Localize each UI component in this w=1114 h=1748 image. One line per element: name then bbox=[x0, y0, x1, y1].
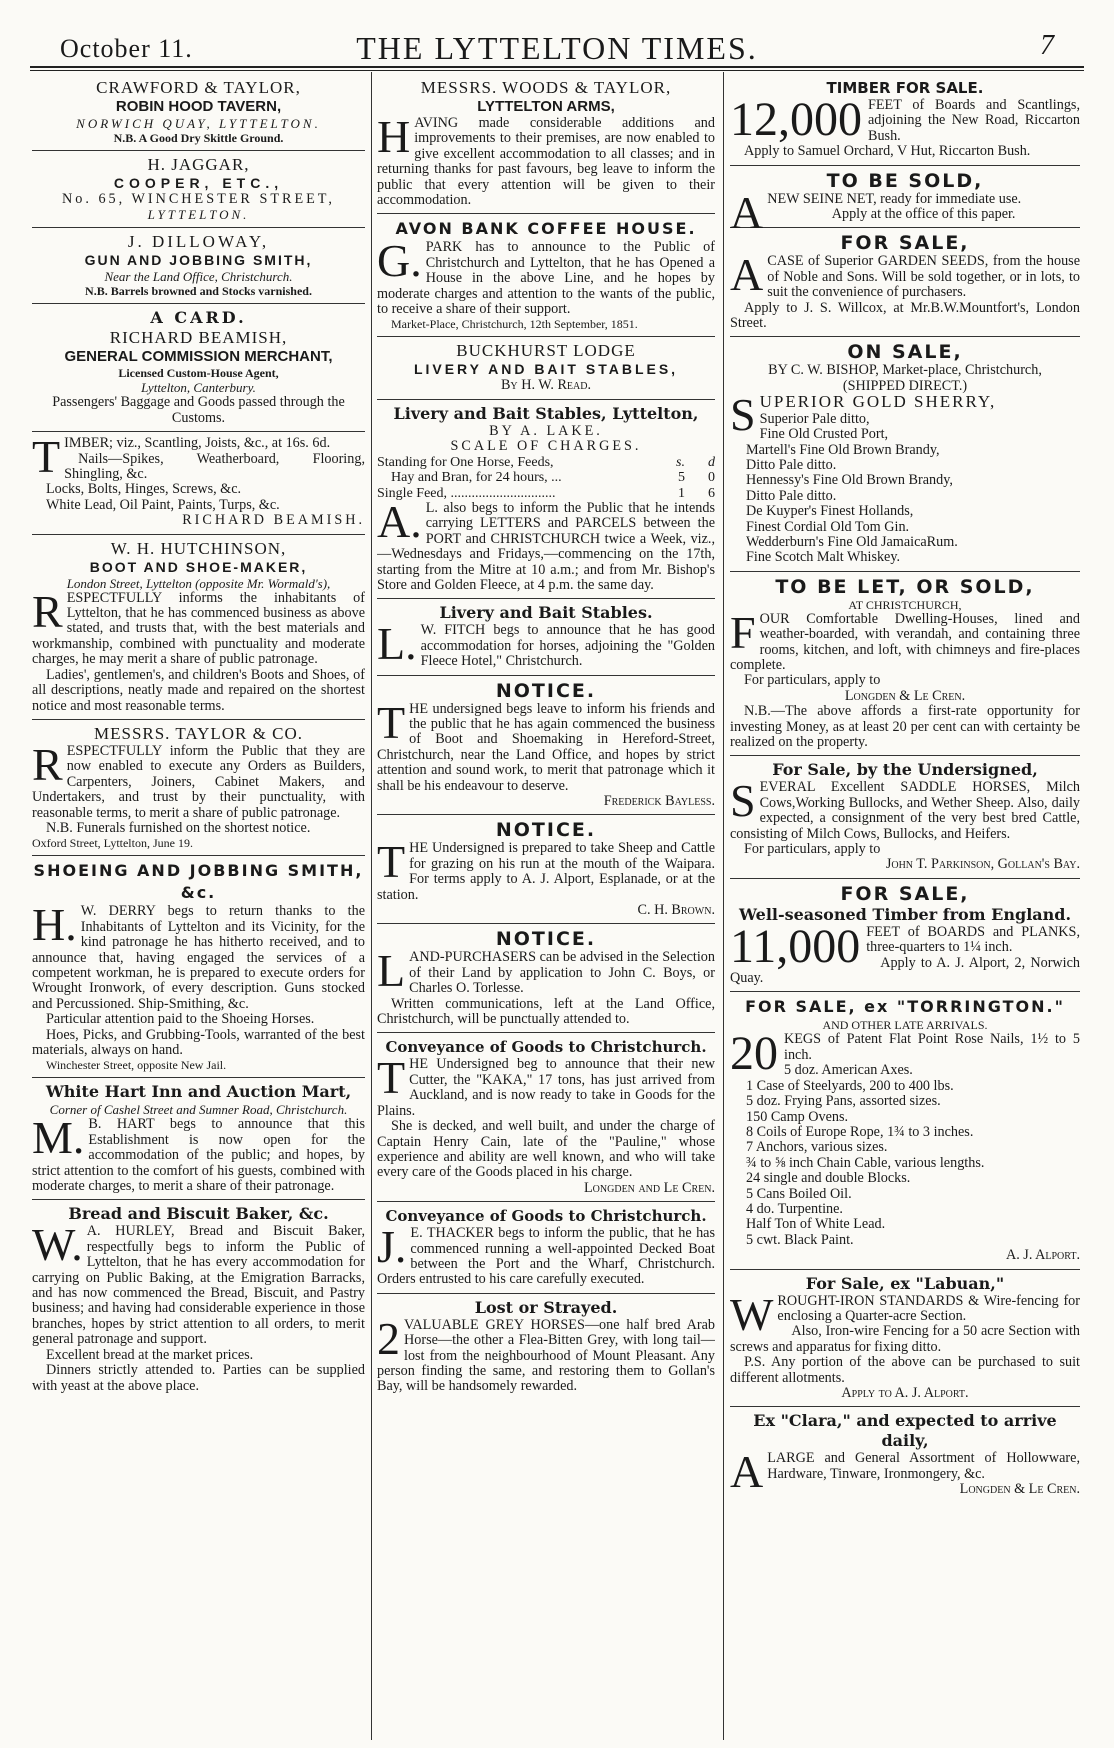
ad-title: NOTICE. bbox=[495, 928, 597, 951]
list-item: Ditto Pale ditto. bbox=[746, 456, 837, 473]
drop-cap: L. bbox=[377, 618, 417, 670]
ad-line: Locks, Bolts, Hinges, Screws, &c. bbox=[46, 481, 242, 498]
list-item: Superior Pale ditto, bbox=[759, 410, 870, 427]
ad-thacker bbox=[377, 1202, 715, 1294]
ad-body: AND-PURCHASERS can be advised in the Selection of their Land by application to John C. Boys, or Charles O. Torlesse. bbox=[409, 949, 715, 997]
ad-title: J. DILLOWAY, bbox=[127, 232, 270, 252]
ad-title: FOR SALE, bbox=[840, 232, 970, 255]
ad-subtitle: GUN AND JOBBING SMITH, bbox=[84, 252, 313, 269]
ad-hutchinson bbox=[32, 535, 365, 720]
column-divider bbox=[371, 72, 372, 1740]
ad-title: White Hart Inn and Auction Mart, bbox=[45, 1082, 352, 1102]
pence-cell: d bbox=[708, 454, 715, 470]
ad-date: Market-Place, Christchurch, 12th September, 1851. bbox=[391, 317, 638, 332]
ad-address: Winchester Street, opposite New Jail. bbox=[46, 1058, 227, 1073]
ad-title: Lost or Strayed. bbox=[474, 1297, 618, 1317]
shillings-cell: 5 bbox=[678, 470, 685, 486]
ad-title: Conveyance of Goods to Christchurch. bbox=[385, 1207, 707, 1226]
ad-body-2: Excellent bread at the market prices. bbox=[46, 1346, 254, 1363]
drop-cap: W. bbox=[32, 1219, 83, 1271]
list-item: 5 doz. American Axes. bbox=[784, 1062, 913, 1079]
ad-white-hart bbox=[32, 1078, 365, 1200]
ad-body: HE undersigned begs leave to inform his friends and the public that he has again commenced the business of Boot and Shoemaking in Hereford-Street, Christchurch, near the Land Office, and hopes by strict attention and sound work, to merit that patronage which it shall be his endeavour to deserve. bbox=[377, 700, 715, 794]
ad-body-2: Apply to A. J. Alport, 2, Norwich Quay. bbox=[730, 954, 1080, 987]
ad-body: E. THACKER begs to inform the public, that he has commenced running a well-appointed Decked Boat between the Port and the Wharf, Christchurch. Orders entrusted to his care carefully executed. bbox=[377, 1225, 715, 1288]
ad-address: No. 65, WINCHESTER STREET, bbox=[62, 191, 335, 207]
ad-body-2: Ladies', gentlemen's, and children's Boots and Shoes, of all descriptions, neatly made and repaired on the shortest notice and most reasonable terms. bbox=[32, 666, 365, 714]
ad-subtitle: ROBIN HOOD TAVERN, bbox=[115, 98, 282, 115]
ad-timber-beamish bbox=[32, 432, 365, 534]
ad-body: FEET of Boards and Scantlings, adjoining the New Road, Riccarton Bush. bbox=[868, 97, 1080, 144]
ad-body: ROUGHT-IRON STANDARDS & Wire-fencing for enclosing a Quarter-acre Section. bbox=[777, 1292, 1080, 1324]
drop-cap: T bbox=[32, 431, 61, 483]
ad-title: Livery and Bait Stables, Lyttelton, bbox=[393, 403, 699, 423]
ad-taylor-co bbox=[32, 720, 365, 856]
ad-avon-bank bbox=[377, 214, 715, 337]
drop-cap: S bbox=[730, 389, 756, 441]
ad-notice-bayless bbox=[377, 676, 715, 816]
ad-body-2: She is decked, and well built, and under the charge of Captain Henry Cain, late of the "Pauline," whose experience and ability are well known, and who will take every care of the Goods placed in his charge. bbox=[377, 1118, 715, 1181]
ad-line: Nails—Spikes, Weatherboard, Flooring, Shingling, &c. bbox=[64, 450, 365, 483]
ad-labuan bbox=[730, 1270, 1080, 1408]
ad-clara bbox=[730, 1407, 1080, 1502]
ad-body: FEET of BOARDS and PLANKS, three-quarters to 1¼ inch. bbox=[866, 923, 1080, 956]
column-divider bbox=[723, 72, 724, 1740]
ad-title: Bread and Biscuit Baker, &c. bbox=[68, 1204, 329, 1224]
ad-title: CRAWFORD & TAYLOR, bbox=[96, 78, 301, 97]
drop-cap: T bbox=[377, 836, 406, 888]
ad-body: W. DERRY begs to return thanks to the Inhabitants of Lyttelton and its Vicinity, for the kind patronage he has hitherto received, and to announce that, having engaged the services of a competent workman, he is prepared to execute orders for Wrought Ironwork, of every description. Guns stocked and Percussioned. Ship-Smithing, &c. bbox=[32, 903, 365, 1012]
ad-note: N.B. A Good Dry Skittle Ground. bbox=[113, 131, 284, 145]
masthead-rule bbox=[30, 66, 1084, 71]
ad-lake bbox=[377, 400, 715, 599]
ad-licence: Licensed Custom-House Agent, bbox=[118, 366, 279, 381]
ad-body-2: Apply to Samuel Orchard, V Hut, Riccarton Bush. bbox=[744, 143, 1031, 160]
ad-signature: Longden & Le Cren. bbox=[959, 1481, 1080, 1498]
column-3 bbox=[730, 74, 1080, 1740]
ad-saddle-horses bbox=[730, 756, 1080, 878]
list-item: Finest Cordial Old Tom Gin. bbox=[746, 518, 910, 535]
ad-body: NEW SEINE NET, ready for immediate use. bbox=[767, 190, 1022, 207]
ad-jaggar bbox=[32, 151, 365, 228]
list-item: 8 Coils of Europe Rope, 1¾ to 3 inches. bbox=[746, 1123, 974, 1140]
drop-cap: T bbox=[377, 696, 406, 748]
ad-timber-england bbox=[730, 879, 1080, 993]
drop-cap: H. bbox=[32, 899, 77, 951]
ad-body: HE Undersigned is prepared to take Sheep and Cattle for grazing on his run at the mouth of the Waipara. For terms apply to A. J. Alport, Esplanade, or at the station. bbox=[377, 840, 715, 903]
drop-cap: J. bbox=[377, 1221, 407, 1273]
ad-title: NOTICE. bbox=[495, 819, 597, 842]
drop-cap: S bbox=[730, 775, 756, 827]
ad-signature: RICHARD BEAMISH. bbox=[182, 512, 365, 529]
ad-body: EVERAL Excellent SADDLE HORSES, Milch Cows,Working Bullocks, and Wether Sheep. Also, daily expected, a consignment of the very best bred Cattle, consisting of Milch Cows, Bullocks, and Heifers. bbox=[730, 779, 1080, 842]
ad-body-2: Apply at the office of this paper. bbox=[831, 206, 1016, 223]
page-number: 7 bbox=[1040, 30, 1054, 61]
ad-body: HE Undersigned beg to announce that their new Cutter, the "KAKA," 17 tons, has just arrived from Auckland, and is now ready to take in Goods for the Plains. bbox=[377, 1056, 715, 1119]
table-row bbox=[377, 455, 715, 470]
ad-woods-taylor bbox=[377, 74, 715, 214]
ad-body: Passengers' Baggage and Goods passed through the Customs. bbox=[52, 394, 345, 426]
big-number: 11,000 bbox=[730, 919, 861, 973]
ad-town: LYTTELTON. bbox=[147, 207, 250, 223]
ad-notice-land bbox=[377, 924, 715, 1033]
ad-note: N.B. Barrels browned and Stocks varnished. bbox=[85, 284, 312, 299]
table-row bbox=[377, 486, 715, 501]
ad-garden-seeds bbox=[730, 228, 1080, 337]
ad-title: AVON BANK COFFEE HOUSE. bbox=[395, 219, 697, 239]
ad-dwelling-houses bbox=[730, 572, 1080, 757]
ad-seine-net bbox=[730, 166, 1080, 238]
ad-body: CASE of Superior GARDEN SEEDS, from the house of Noble and Sons. Will be sold together, or in lots, to suit the convenience of purchasers. bbox=[767, 253, 1080, 301]
ad-by: BY A. LAKE. bbox=[489, 422, 603, 439]
list-item: Fine Old Crusted Port, bbox=[759, 426, 889, 443]
list-item: Fine Scotch Malt Whiskey. bbox=[746, 549, 901, 566]
ad-subtitle: AT CHRISTCHURCH, bbox=[848, 597, 962, 612]
ad-signature: Apply to A. J. Alport. bbox=[841, 1385, 969, 1401]
ad-body: PARK has to announce to the Public of Christchurch and Lyttelton, that he has Opened a House in the above Line, and he hopes by moderate charges and attention to the wants of the public, to receive a share of their support. bbox=[377, 239, 715, 318]
ad-body-2: For particulars, apply to bbox=[744, 841, 881, 858]
ad-title: W. H. HUTCHINSON, bbox=[110, 538, 287, 558]
list-item: 5 cwt. Black Paint. bbox=[746, 1231, 854, 1248]
ad-title: ON SALE, bbox=[847, 341, 963, 364]
ad-body-2: Apply to J. S. Willcox, at Mr.B.W.Mountfort's, London Street. bbox=[730, 299, 1080, 332]
ad-title: MESSRS. TAYLOR & CO. bbox=[93, 723, 303, 743]
ad-body-3: Hoes, Picks, and Grubbing-Tools, warranted of the best materials, always on hand. bbox=[32, 1026, 365, 1058]
drop-cap: T bbox=[377, 1052, 406, 1104]
ad-scale-heading: SCALE OF CHARGES. bbox=[450, 438, 642, 455]
drop-cap: M. bbox=[32, 1112, 85, 1164]
ad-body: OUR Comfortable Dwelling-Houses, lined and weather-boarded, with verandah, and containing three rooms, kitchen, and loft, with chimneys and fire-places complete. bbox=[730, 610, 1080, 673]
ad-title: TO BE LET, OR SOLD, bbox=[775, 575, 1035, 598]
ad-body: IMBER; viz., Scantling, Joists, &c., at 16s. 6d. bbox=[64, 435, 331, 452]
column-1 bbox=[32, 74, 365, 1740]
ad-title: MESSRS. WOODS & TAYLOR, bbox=[420, 78, 672, 97]
newspaper-title: THE LYTTELTON TIMES. bbox=[356, 30, 758, 66]
ad-body-2: Written communications, left at the Land Office, Christchurch, will be punctually attended to. bbox=[377, 995, 715, 1028]
list-item: Wedderburn's Fine Old JamaicaRum. bbox=[746, 533, 958, 550]
list-item: 4 do. Turpentine. bbox=[746, 1200, 843, 1217]
issue-date: October 11. bbox=[60, 34, 193, 63]
ad-subtitle: AND OTHER LATE ARRIVALS. bbox=[822, 1018, 988, 1033]
ad-body: ESPECTFULLY inform the Public that they are now enabled to execute any Orders as Builders, Carpenters, Joiners, Cabinet Makers, and Undertakers, and trust by their punctuality, with reasonable terms, to merit a share of public patronage. bbox=[32, 742, 365, 821]
ad-address: Near the Land Office, Christchurch. bbox=[104, 269, 293, 285]
ad-body: VALUABLE GREY HORSES—one half bred Arab Horse—the other a Flea-Bitten Grey, with long tail—lost from the neighbourhood of Mount Pleasant. Any person finding the same, and restoring them to Gollan's Bay, will be handsomely rewarded. bbox=[377, 1316, 715, 1395]
ad-notice-brown bbox=[377, 815, 715, 924]
ad-address: Corner of Cashel Street and Sumner Road, Christchurch. bbox=[49, 1102, 348, 1118]
ad-date: Oxford Street, Lyttelton, June 19. bbox=[32, 836, 193, 851]
ad-note: N.B. Funerals furnished on the shortest notice. bbox=[46, 819, 311, 836]
ad-address: Lyttelton, Canterbury. bbox=[141, 380, 256, 396]
ad-derry bbox=[32, 856, 365, 1078]
list-item: 24 single and double Blocks. bbox=[746, 1170, 911, 1187]
list-item: De Kuyper's Finest Hollands, bbox=[746, 503, 914, 520]
ad-title: Ex "Clara," and expected to arrive daily, bbox=[753, 1411, 1057, 1451]
ad-crawford-taylor bbox=[32, 74, 365, 151]
pence-cell: 0 bbox=[708, 470, 715, 486]
ad-signature: John T. Parkinson, Gollan's Bay. bbox=[885, 856, 1080, 873]
ad-title: BUCKHURST LODGE bbox=[456, 341, 636, 361]
list-item: 5 doz. Frying Pans, assorted sizes. bbox=[746, 1093, 941, 1110]
drop-cap: A bbox=[730, 1446, 764, 1498]
drop-cap: 2 bbox=[377, 1312, 400, 1364]
ad-timber-for-sale bbox=[730, 74, 1080, 166]
ad-body-2: For particulars, apply to bbox=[744, 672, 881, 689]
list-item: Hennessy's Fine Old Brown Brandy, bbox=[746, 472, 953, 489]
ad-name: RICHARD BEAMISH, bbox=[109, 328, 288, 348]
drop-cap: G. bbox=[377, 235, 422, 287]
ad-title: FOR SALE, bbox=[840, 882, 970, 905]
ad-bishop bbox=[730, 337, 1080, 571]
ad-buckhurst bbox=[377, 337, 715, 399]
ad-body-3: Dinners strictly attended to. Parties can be supplied with yeast at the above place. bbox=[32, 1362, 365, 1394]
ad-signature: C. H. Brown. bbox=[637, 902, 715, 919]
table-row bbox=[377, 470, 715, 485]
ad-heading: KEGS of Patent Flat Point Rose Nails, 1½ to 5 inch. bbox=[784, 1031, 1080, 1063]
ad-address: NORWICH QUAY, LYTTELTON. bbox=[76, 116, 321, 131]
ad-title: Livery and Bait Stables. bbox=[439, 603, 653, 623]
list-item: Ditto Pale ditto. bbox=[746, 487, 837, 504]
list-item: 5 Cans Boiled Oil. bbox=[746, 1185, 852, 1202]
ad-body-3: P.S. Any portion of the above can be purchased to suit different allotments. bbox=[730, 1354, 1080, 1386]
shillings-cell: 1 bbox=[678, 485, 685, 501]
ad-signature: Frederick Bayless. bbox=[603, 793, 715, 809]
ad-title: FOR SALE, ex "TORRINGTON." bbox=[745, 997, 1065, 1017]
ad-signature: A. J. Alport. bbox=[1005, 1247, 1080, 1264]
ad-body: B. HART begs to announce that this Establishment is now open for the accommodation of the public; and hopes, by strict attention to the comfort of his guests, combined with moderate charges, to merit a share of their patronage. bbox=[32, 1116, 365, 1195]
big-number: 12,000 bbox=[730, 93, 862, 146]
ad-title: For Sale, by the Undersigned, bbox=[772, 760, 1038, 780]
ad-signature: Longden and Le Cren. bbox=[584, 1179, 715, 1196]
list-item: Half Ton of White Lead. bbox=[746, 1216, 886, 1233]
ad-subtitle: Well-seasoned Timber from England. bbox=[738, 904, 1072, 924]
pence-cell: 6 bbox=[708, 485, 715, 501]
ad-body-2: Also, Iron-wire Fencing for a 50 acre Section with screws and apparatus for fixing ditto. bbox=[730, 1323, 1080, 1355]
ad-body: W. FITCH begs to announce that he has good accommodation for horses, adjoining the "Golden Fleece Hotel," Christchurch. bbox=[420, 622, 715, 670]
drop-cap: H bbox=[377, 111, 411, 162]
ad-title: TIMBER FOR SALE. bbox=[826, 79, 984, 97]
ad-signature: Longden & Le Cren. bbox=[844, 687, 966, 704]
big-number: 20 bbox=[730, 1027, 778, 1081]
ad-dilloway bbox=[32, 228, 365, 304]
drop-cap: F bbox=[730, 606, 756, 658]
ad-title: For Sale, ex "Labuan," bbox=[805, 1273, 1005, 1293]
ad-by: By H. W. Read. bbox=[500, 377, 592, 394]
list-item: 1 Case of Steelyards, 200 to 400 lbs. bbox=[746, 1077, 954, 1094]
ad-body: LARGE and General Assortment of Hollowware, Hardware, Tinware, Ironmongery, &c. bbox=[767, 1450, 1080, 1482]
ad-note: N.B.—The above affords a first-rate opportunity for investing Money, as at least 20 per cent can with certainty be realized on the property. bbox=[730, 703, 1080, 750]
list-item: 150 Camp Ovens. bbox=[746, 1108, 849, 1125]
column-2 bbox=[377, 74, 715, 1740]
ad-title: NOTICE. bbox=[495, 679, 597, 702]
drop-cap: L bbox=[377, 945, 406, 997]
drop-cap: A bbox=[730, 249, 764, 301]
ad-subtitle: BOOT AND SHOE-MAKER, bbox=[89, 558, 308, 575]
charge-label: Hay and Bran, for 24 hours, ... bbox=[391, 470, 562, 486]
goods-list bbox=[730, 1063, 1080, 1248]
ad-subtitle: COOPER, ETC., bbox=[113, 175, 284, 191]
ad-by: BY C. W. BISHOP, Market-place, Christchurch, bbox=[768, 362, 1042, 379]
charge-label: Standing for One Horse, Feeds, bbox=[377, 454, 554, 470]
list-item: ¾ to ⅝ inch Chain Cable, various lengths. bbox=[746, 1154, 985, 1171]
ad-title: TO BE SOLD, bbox=[826, 169, 984, 192]
drop-cap: A bbox=[730, 186, 764, 238]
masthead bbox=[30, 6, 1084, 64]
ad-kaka bbox=[377, 1033, 715, 1202]
ad-address: London Street, Lyttelton (opposite Mr. Wormald's), bbox=[66, 575, 331, 591]
ad-lost-horses bbox=[377, 1294, 715, 1400]
list-item: 7 Anchors, various sizes. bbox=[746, 1139, 888, 1156]
ad-body: ESPECTFULLY informs the inhabitants of Lyttelton, that he has commenced business as above stated, and trusts that, with the best materials and workmanship, combined with punctuality and moderate charges, he may merit a share of public patronage. bbox=[32, 589, 365, 668]
ad-title: A CARD. bbox=[150, 308, 247, 328]
wine-list bbox=[730, 412, 1080, 566]
ad-torrington bbox=[730, 992, 1080, 1269]
ad-body-2: Particular attention paid to the Shoeing Horses. bbox=[46, 1011, 315, 1028]
charges-table bbox=[377, 455, 715, 501]
ad-title: H. JAGGAR, bbox=[147, 155, 250, 174]
ad-heading: UPERIOR GOLD SHERRY, bbox=[759, 392, 997, 412]
ad-line: White Lead, Oil Paint, Paints, Turps, &c. bbox=[46, 496, 280, 513]
ad-beamish-card bbox=[32, 304, 365, 432]
shillings-cell: s. bbox=[676, 454, 685, 470]
drop-cap: R bbox=[32, 585, 63, 637]
ad-title: Conveyance of Goods to Christchurch. bbox=[385, 1038, 707, 1057]
ad-body: L. also begs to inform the Public that he intends carrying LETTERS and PARCELS between the PORT and CHRISTCHURCH twice a Week, viz.,—Wednesdays and Fridays,—commencing on the 17th, starting from the Mitre at 10 a.m.; and from Mr. Bishop's Store and Golden Fleece, at 4 p.m. the same day. bbox=[377, 499, 715, 593]
ad-body: AVING made considerable additions and improvements to their premises, are now enabled to give excellent accommodation to all classes; and in returning thanks for past favours, beg leave to inform the public that every attention will be given to their accommodation. bbox=[377, 115, 715, 209]
ad-hurley bbox=[32, 1200, 365, 1398]
ad-fitch bbox=[377, 599, 715, 675]
ad-body: A. HURLEY, Bread and Biscuit Baker, respectfully begs to inform the Public of Lyttelton, that he has every accommodation for carrying on Public Baking, at the Emigration Barracks, and has now commenced the Bread, Biscuit, and Pastry business; and having had considerable experience in those branches, hopes by strict attention to all orders, to merit general patronage and support. bbox=[32, 1223, 365, 1348]
ad-title: SHOEING AND JOBBING SMITH, &c. bbox=[33, 861, 364, 903]
ad-subtitle: LYTTELTON ARMS, bbox=[477, 98, 615, 115]
drop-cap: R bbox=[32, 738, 63, 790]
charge-label: Single Feed, .............................. bbox=[377, 485, 556, 501]
drop-cap: W bbox=[730, 1288, 774, 1340]
ad-shipped: (SHIPPED DIRECT.) bbox=[842, 377, 968, 394]
drop-cap: A. bbox=[377, 495, 422, 547]
list-item: Martell's Fine Old Brown Brandy, bbox=[746, 441, 940, 458]
ad-subtitle: GENERAL COMMISSION MERCHANT, bbox=[64, 348, 333, 366]
ad-subtitle: LIVERY AND BAIT STABLES, bbox=[413, 361, 679, 378]
